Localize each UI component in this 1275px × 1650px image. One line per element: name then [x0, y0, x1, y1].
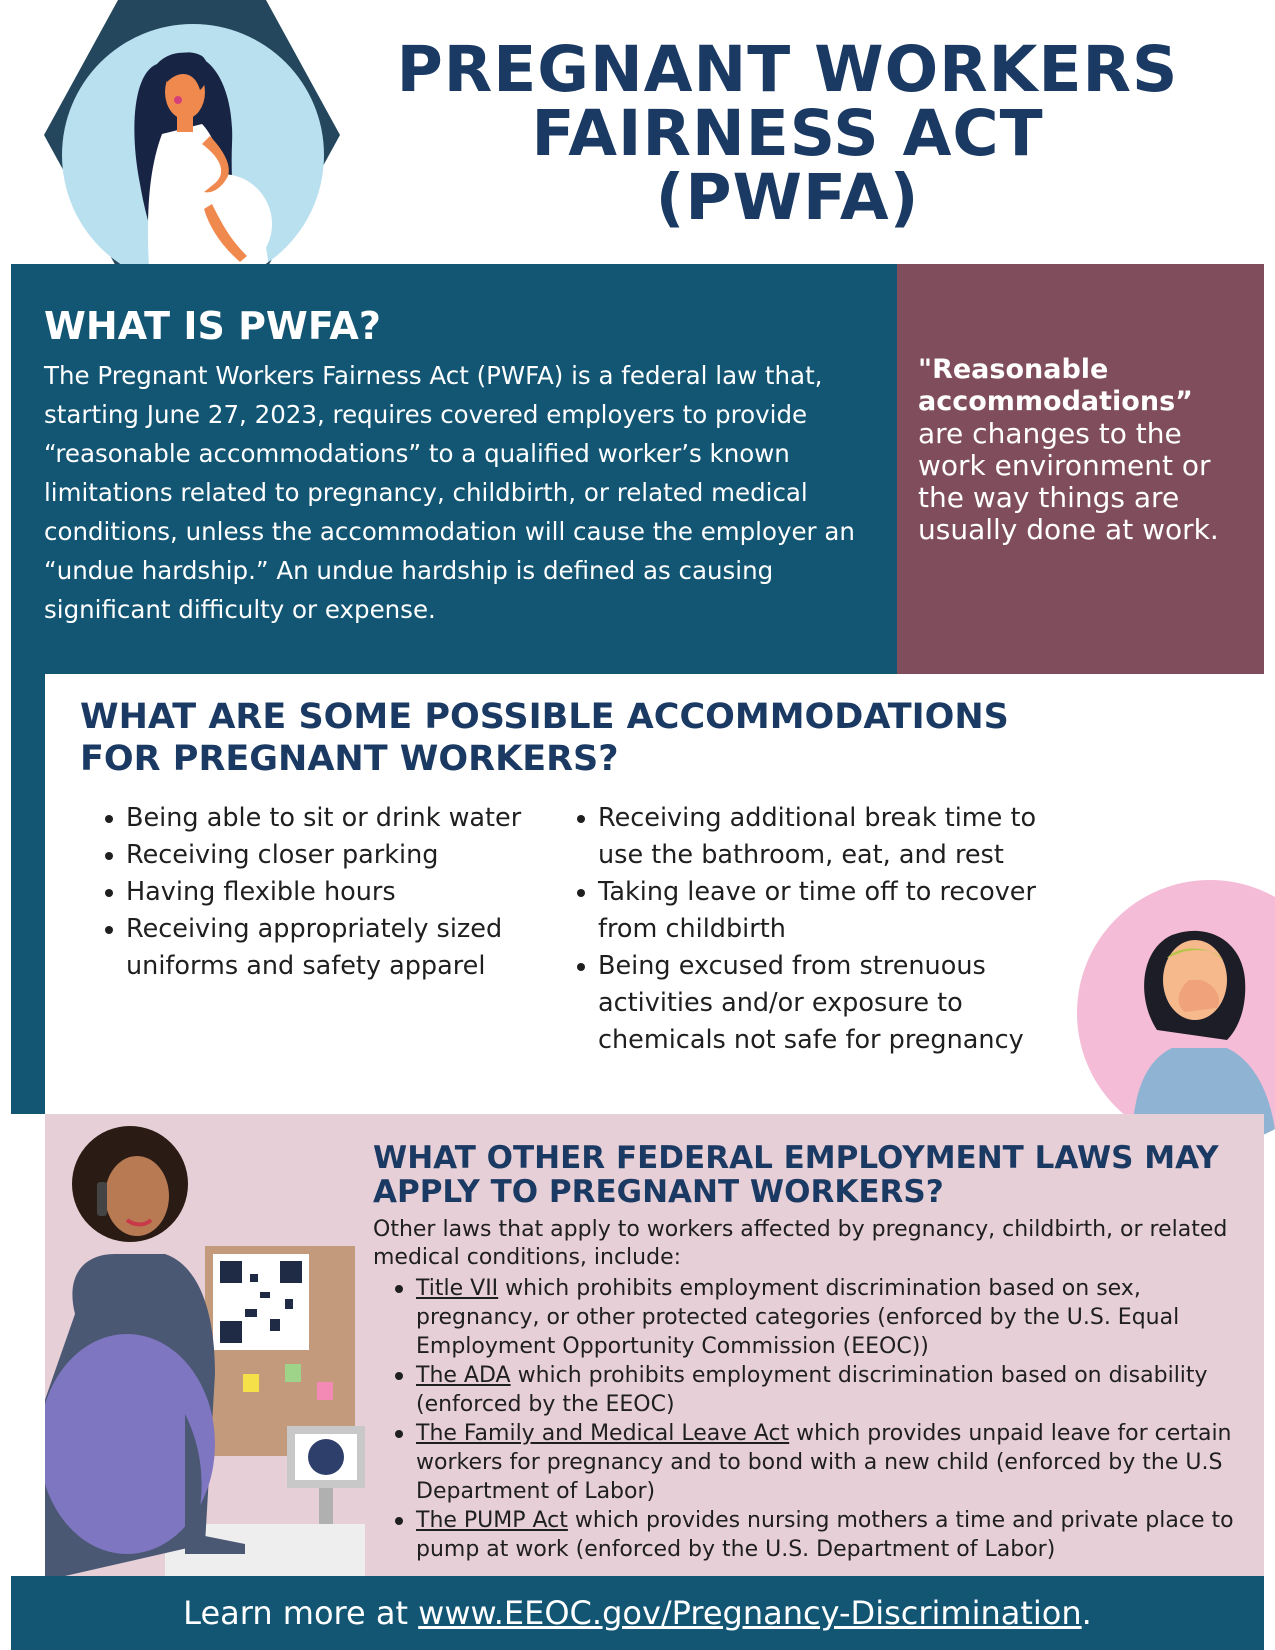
law-desc: which provides unpaid leave for certain workers for pregnancy and to bond with a new child (enforced by the U.S Department of Labor): [416, 1421, 1232, 1504]
other-laws-list: [392, 1274, 1252, 1564]
title-line-2: FAIRNESS ACT: [531, 97, 1044, 170]
pregnant-woman-illustration: [62, 24, 324, 286]
other-laws-heading: WHAT OTHER FEDERAL EMPLOYMENT LAWS MAY APPLY TO PREGNANT WORKERS?: [373, 1140, 1219, 1210]
law-desc: which provides nursing mothers a time and private place to pump at work (enforced by the U.S. Department of Labor): [416, 1508, 1234, 1562]
what-is-pwfa-section: [11, 264, 897, 674]
law-item: [392, 1506, 1252, 1564]
what-is-pwfa-body: The Pregnant Workers Fairness Act (PWFA) is a federal law that, starting June 27, 2023, requires covered employers to provide “reasonable accommodations” to a qualified worker’s known limitations related to pregnancy, childbirth, or related medical conditions, unless the accommodation will cause the employer an “undue hardship.” An undue hardship is defined as causing significant difficulty or expense.: [44, 361, 855, 624]
law-link-pump-act[interactable]: The PUMP Act: [416, 1508, 568, 1533]
law-link-fmla[interactable]: The Family and Medical Leave Act: [416, 1421, 790, 1446]
law-desc: which prohibits employment discrimination based on sex, pregnancy, or other protected categories (enforced by the U.S. Equal Employment Opportunity Commission (EEOC)): [416, 1276, 1180, 1359]
title-line-3: (PWFA): [655, 161, 920, 234]
page-title: [340, 33, 1235, 234]
section-stripe: [11, 674, 45, 1114]
law-link-ada[interactable]: The ADA: [416, 1363, 511, 1388]
law-link-title-vii[interactable]: Title VII: [416, 1276, 499, 1301]
list-item: Being excused from strenuous activities and/or exposure to chemicals not safe for pregnancy: [574, 948, 1064, 1059]
list-item: Being able to sit or drink water: [102, 800, 552, 837]
title-line-1: PREGNANT WORKERS: [396, 33, 1179, 106]
accommodations-list-left: [102, 800, 552, 985]
list-item: Taking leave or time off to recover from childbirth: [574, 874, 1064, 948]
law-desc: which prohibits employment discrimination based on disability (enforced by the EEOC): [416, 1363, 1208, 1417]
footer-banner: [11, 1576, 1264, 1650]
list-item: Receiving additional break time to use the bathroom, eat, and rest: [574, 800, 1064, 874]
law-item: [392, 1274, 1252, 1361]
list-item: Having flexible hours: [102, 874, 552, 911]
list-item: Receiving appropriately sized uniforms and safety apparel: [102, 911, 552, 985]
law-item: [392, 1419, 1252, 1506]
accommodations-list-right: [574, 800, 1064, 1059]
definition-text: are changes to the work environment or the way things are usually done at work.: [918, 417, 1219, 546]
law-item: [392, 1361, 1252, 1419]
list-item: Receiving closer parking: [102, 837, 552, 874]
footer-suffix: .: [1081, 1594, 1092, 1632]
footer-prefix: Learn more at: [183, 1594, 419, 1632]
what-is-pwfa-heading: WHAT IS PWFA?: [44, 304, 381, 348]
footer-link[interactable]: www.EEOC.gov/Pregnancy-Discrimination: [418, 1594, 1082, 1632]
other-laws-intro: Other laws that apply to workers affected by pregnancy, childbirth, or related medical conditions, include:: [373, 1217, 1228, 1270]
accommodations-heading: WHAT ARE SOME POSSIBLE ACCOMMODATIONS FOR PREGNANT WORKERS?: [80, 697, 1009, 779]
definition-term: "Reasonable accommodations”: [918, 354, 1193, 417]
office-woman-illustration: [45, 1114, 365, 1576]
